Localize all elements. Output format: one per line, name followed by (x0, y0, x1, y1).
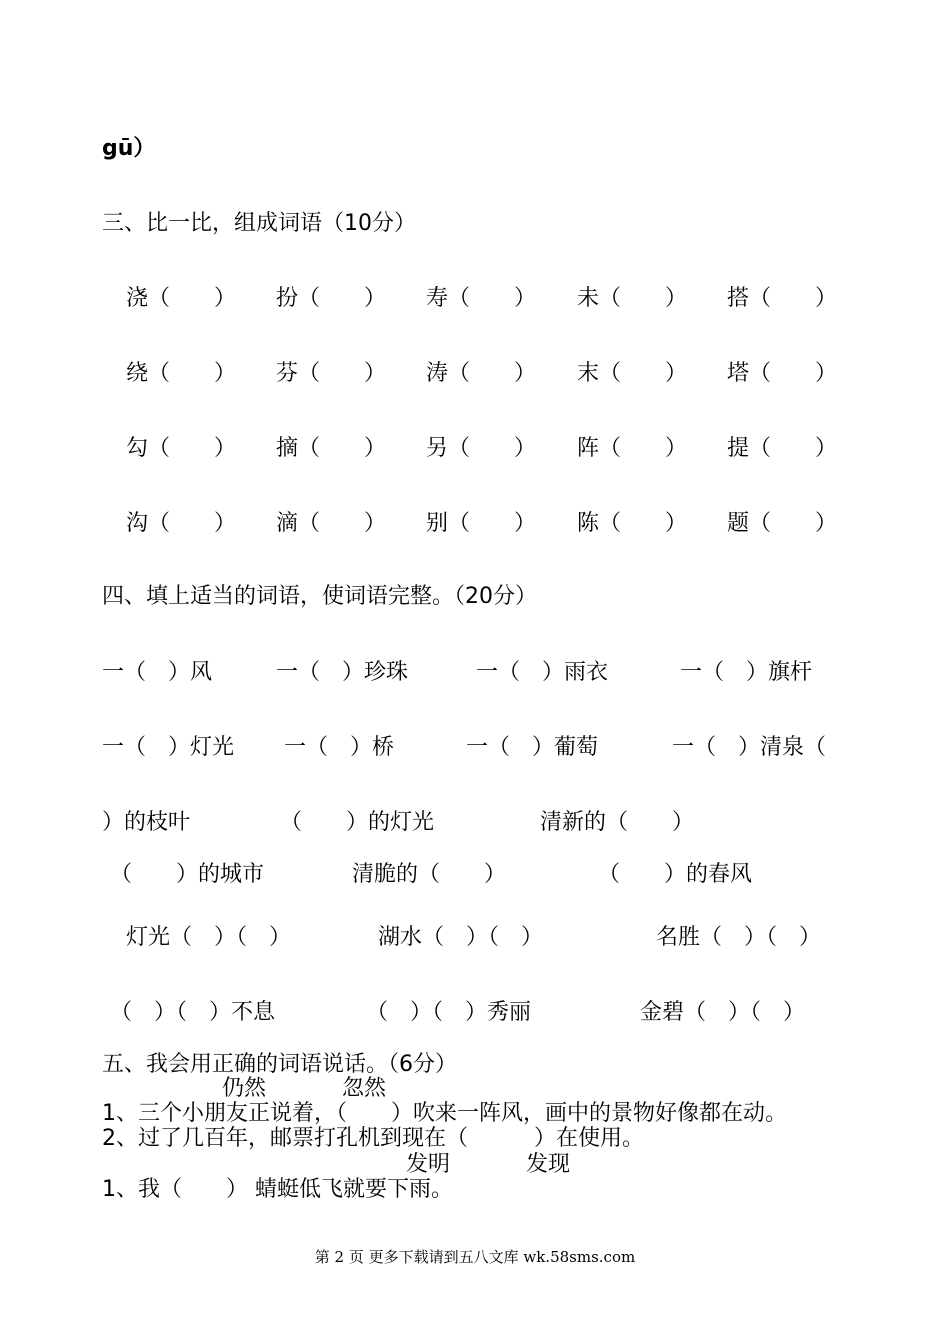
word-item: 另（ ） (426, 436, 537, 461)
word-item: 塔（ ） (727, 361, 838, 386)
fill-item: 一（ ）灯光 (102, 735, 235, 760)
word-item: 阵（ ） (577, 436, 688, 461)
word-item: 寿（ ） (426, 286, 537, 311)
word-item: 摘（ ） (276, 436, 387, 461)
word-item: 浇（ ） (126, 286, 237, 311)
word-item: 别（ ） (426, 511, 537, 536)
word-item: 绕（ ） (126, 361, 237, 386)
word-item: 题（ ） (727, 511, 838, 536)
fill-item: 清新的（ ） (540, 810, 695, 835)
word-item: 勾（ ） (126, 436, 237, 461)
fill-item: 一（ ）清泉（ (672, 735, 827, 760)
choice-word: 仍然 (222, 1076, 267, 1101)
fill-item: （ ）的春风 (598, 862, 753, 887)
fill-item: （ ）（ ）秀丽 (366, 1000, 532, 1025)
section5-heading: 五、我会用正确的词语说话。（6分） (102, 1052, 457, 1077)
choice-word: 发明 (406, 1152, 451, 1177)
word-item: 末（ ） (577, 361, 688, 386)
sentence: 1、我（ ） 蜻蜓低飞就要下雨。 (102, 1177, 453, 1202)
fill-item: （ ）的灯光 (280, 810, 435, 835)
fill-item: 灯光（ ）（ ） (126, 925, 292, 950)
word-item: 扮（ ） (276, 286, 387, 311)
fill-item: 名胜（ ）（ ） (656, 925, 822, 950)
section3-heading: 三、比一比，组成词语（10分） (102, 211, 416, 236)
fill-item: ）的枝叶 (102, 810, 191, 835)
sentence: 2、过了几百年，邮票打孔机到现在（ ）在使用。 (102, 1126, 644, 1151)
word-item: 沟（ ） (126, 511, 237, 536)
fill-item: 一（ ）雨衣 (476, 660, 609, 685)
word-item: 提（ ） (727, 436, 838, 461)
page-footer: 第 2 页 更多下载请到五八文库 wk.58sms.com (314, 1248, 636, 1266)
fill-item: 金碧（ ）（ ） (640, 1000, 806, 1025)
word-item: 滴（ ） (276, 511, 387, 536)
fill-item: 一（ ）珍珠 (276, 660, 409, 685)
choice-word: 忽然 (342, 1076, 387, 1101)
fill-item: 湖水（ ）（ ） (378, 925, 544, 950)
top-fragment: gū） (102, 136, 156, 161)
word-item: 芬（ ） (276, 361, 387, 386)
sentence: 1、三个小朋友正说着，（ ）吹来一阵风，画中的景物好像都在动。 (102, 1101, 787, 1126)
word-item: 搭（ ） (727, 286, 838, 311)
fill-item: （ ）（ ）不息 (110, 1000, 276, 1025)
section4-heading: 四、填上适当的词语，使词语完整。（20分） (102, 584, 537, 609)
choice-word: 发现 (526, 1152, 571, 1177)
fill-item: 一（ ）风 (102, 660, 213, 685)
fill-item: 一（ ）桥 (284, 735, 395, 760)
fill-item: （ ）的城市 (110, 862, 265, 887)
fill-item: 一（ ）葡萄 (466, 735, 599, 760)
fill-item: 清脆的（ ） (352, 862, 507, 887)
word-item: 未（ ） (577, 286, 688, 311)
fill-item: 一（ ）旗杆 (680, 660, 813, 685)
word-item: 涛（ ） (426, 361, 537, 386)
word-item: 陈（ ） (577, 511, 688, 536)
